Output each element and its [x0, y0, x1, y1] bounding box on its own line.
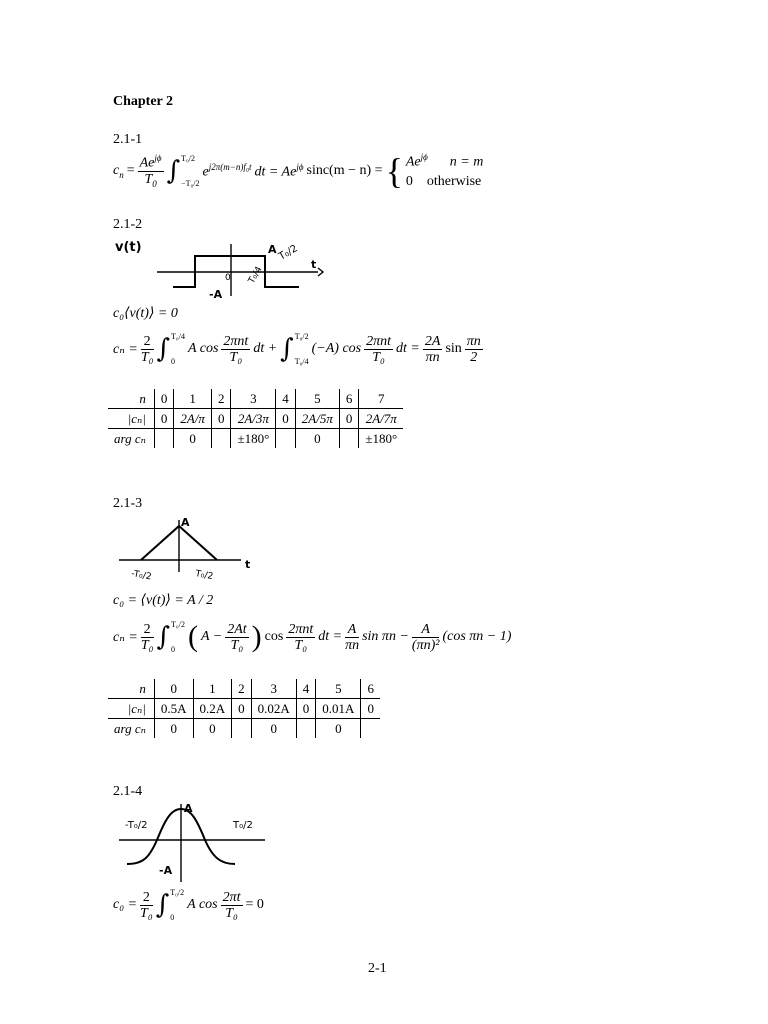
cn-equation-2-1-2: cₙ = $\frac{2}{\text{T₀}}$ ∫ T₀/4 0 A cos $\frac{\text{2πnt}}{\text{T₀}}$ dt + ∫ T₀/2 T₀/4 (−A) cos $\frac{\text{2πnt}}{\text{T₀}}$ dt = $\frac{2A}{\pi n}$ sin $\frac{\pi n}{2}$: [113, 332, 481, 366]
svg-text:A: A: [268, 243, 277, 256]
page-number: 2-1: [368, 961, 387, 976]
svg-text:t: t: [311, 258, 317, 271]
coefficient-table-2-1-2: [108, 389, 403, 448]
cases: $Ae^{j\phi}$ n = m 0 otherwise: [405, 151, 484, 190]
svg-text:T₀/2: T₀/2: [277, 243, 300, 263]
table-row: arg cₙ 0 0 0 0: [108, 719, 380, 739]
svg-text:T₀/4: T₀/4: [246, 265, 265, 286]
svg-text:-A: -A: [209, 288, 223, 300]
chapter-heading: Chapter 2: [113, 94, 174, 109]
v-t-label: v(t): [115, 240, 142, 255]
table-row: |cₙ| 0.5A 0.2A 0 0.02A 0 0.01A 0: [108, 699, 380, 719]
problem-number-2-1-3: 2.1-3: [113, 496, 143, 511]
svg-text:-T₀/2: -T₀/2: [125, 820, 148, 831]
problem-number-2-1-4: 2.1-4: [113, 784, 143, 799]
table-row: arg cₙ 0 ±180° 0 ±180°: [108, 429, 403, 449]
brace: {: [385, 151, 403, 191]
coefficient-table-2-1-3: [108, 679, 380, 738]
t-axis-arrow: [318, 268, 323, 276]
c0-equation-2-1-4: c₀ = $\frac{2}{\text{T₀}}$ ∫ T₀/2 0 A cos $\frac{2\pi t}{\text{T₀}}$ = 0: [113, 888, 264, 922]
square-wave-sketch: [113, 236, 343, 300]
table-row: n 0 1 2 3 4 5 6: [108, 679, 380, 699]
svg-text:A: A: [181, 516, 190, 529]
table-row: |cₙ| 0 2A/π 0 2A/3π 0 2A/5π 0 2A/7π: [108, 409, 403, 429]
svg-text:A: A: [184, 802, 193, 815]
fraction: $\frac{Ae^{j\phi}}{T_0}$: [139, 153, 162, 189]
svg-text:-A: -A: [159, 864, 173, 877]
cosine-wave-sketch: [113, 800, 273, 882]
svg-text:-T₀/2: -T₀/2: [130, 569, 153, 583]
c0-equation-2-1-2: c₀⟨v(t)⟩ = 0: [113, 306, 178, 321]
cn-equation-2-1-3: cₙ = $\frac{2}{\text{T₀}}$ ∫ T₀/2 0 ( A − $\frac{2At}{\text{T₀}}$ ) cos $\frac{\text{2πnt}}{\text{T₀}}$ dt = $\frac{A}{\pi n}$ sin πn − $\frac{A}{\text{(πn)²}}$ (cos πn − 1): [113, 620, 512, 654]
integral-sign: ∫: [166, 156, 181, 186]
equation-2-1-1: $c_n$ = $\frac{Ae^{j\phi}}{T_0}$ ∫ T₀/2 −T₀/2 $e^{j2\pi(m-n)f_0t}$ dt = $Ae^{j\phi}$ sinc(m − n) = { $Ae^{j\phi}$ n = m 0 otherwise: [113, 151, 484, 191]
triangle-wave-sketch: [113, 514, 263, 584]
svg-text:T₀/2: T₀/2: [233, 820, 253, 831]
svg-text:T₀/2: T₀/2: [194, 569, 214, 583]
svg-text:0: 0: [225, 273, 231, 283]
problem-number-2-1-2: 2.1-2: [113, 217, 143, 232]
svg-text:t: t: [245, 558, 251, 571]
c0-equation-2-1-3: c₀ = ⟨v(t)⟩ = A / 2: [113, 593, 214, 608]
problem-number-2-1-1: 2.1-1: [113, 132, 143, 147]
table-row: n 0 1 2 3 4 5 6 7: [108, 389, 403, 409]
